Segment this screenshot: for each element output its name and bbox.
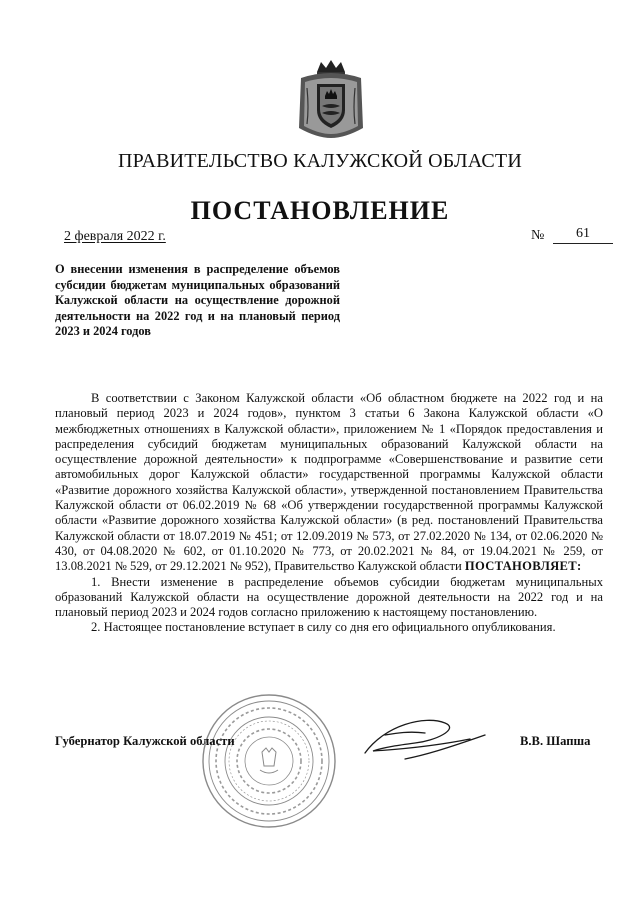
- document-type-title: ПОСТАНОВЛЕНИЕ: [190, 196, 450, 225]
- document-date: 2 февраля 2022 г.: [64, 229, 166, 244]
- preamble-text: В соответствии с Законом Калужской области «Об областном бюджете на 2022 год и на плановый период 2023 и 2024 годов», пунктом 3 статьи 6 Закона Калужской области «О межбюджетных отношениях в Калужской области», приложением № 1 «Порядок предоставления и распределения субсидий бюджетам муниципальных образований Калужской области на осуществление дорожной деятельности» к подпрограмме «Совершенствование и развитие сети автомобильных дорог Калужской области» государственной программы Калужской области «Развитие дорожного хозяйства Калужской области», утвержденной постановлением Правительства Калужской области от 06.02.2019 № 68 «Об утверждении государственной программы Калужской области «Развитие дорожного хозяйства Калужской области» (в ред. постановлений Правительства Калужской области от 18.07.2019 № 451; от 12.09.2019 № 573, от 27.02.2020 № 134, от 02.06.2020 № 430, от 04.08.2020 № 602, от 01.10.2020 № 773, от 20.02.2021 № 84, от 19.04.2021 № 259, от 13.08.2021 № 529, от 29.12.2021 № 952), Правительство Калужской области: [55, 391, 603, 574]
- decree-word: ПОСТАНОВЛЯЕТ: [464, 559, 577, 574]
- preamble-paragraph: [55, 391, 603, 575]
- document-number: 61: [553, 226, 613, 244]
- item-2-paragraph: 2. Настоящее постановление вступает в силу со дня его официального опубликования.: [91, 620, 556, 635]
- number-sign: №: [531, 228, 545, 243]
- handwritten-signature-icon: [345, 705, 490, 775]
- official-seal-stamp-icon: [200, 692, 338, 830]
- document-subject: О внесении изменения в распределение объемов субсидии бюджетам муниципальных образований Калужской области на осуществление дорожной деятельности на 2022 год и на плановый период 2023 и 2024 годов: [55, 262, 340, 339]
- government-name: ПРАВИТЕЛЬСТВО КАЛУЖСКОЙ ОБЛАСТИ: [118, 150, 522, 172]
- signer-name: В.В. Шапша: [520, 734, 591, 748]
- decree-colon: :: [576, 559, 582, 574]
- document-body: [55, 391, 603, 636]
- signer-title: Губернатор Калужской области: [55, 734, 235, 748]
- item-1-paragraph: 1. Внести изменение в распределение объемов субсидии бюджетам муниципальных образований Калужской области на осуществление дорожной деятельности на 2022 год и на плановый период 2023 и 2024 годов согласно приложению к настоящему постановлению.: [55, 574, 603, 620]
- kaluga-coat-of-arms-icon: [295, 58, 367, 140]
